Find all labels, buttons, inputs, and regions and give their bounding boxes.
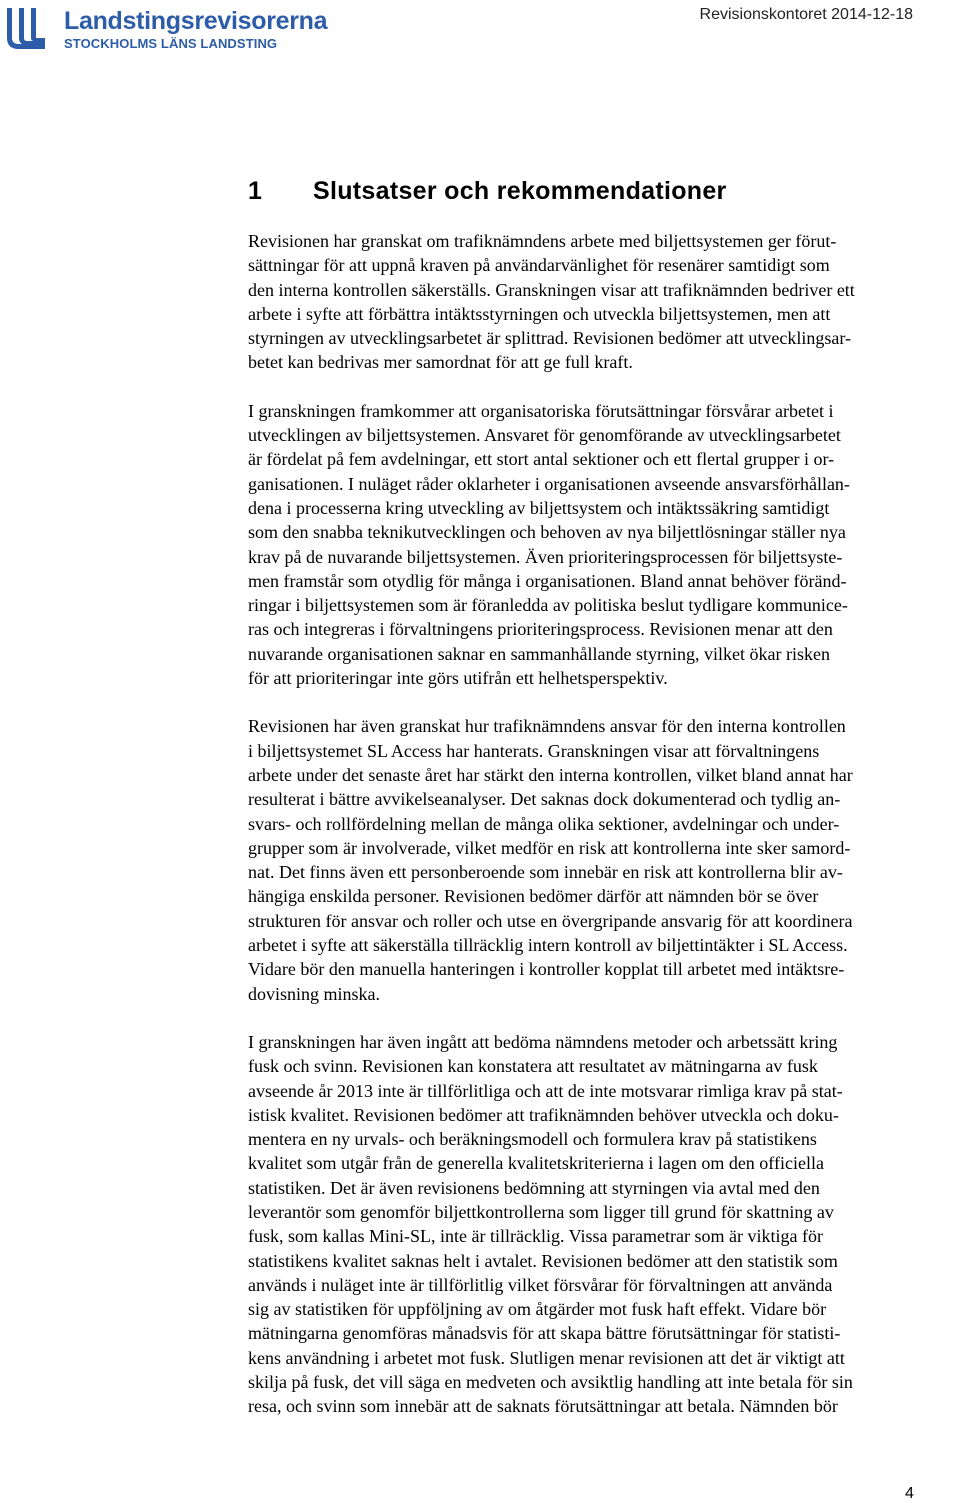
org-subtitle: STOCKHOLMS LÄNS LANDSTING [64, 36, 278, 51]
page-number: 4 [905, 1485, 914, 1502]
document-body [248, 176, 960, 1419]
section-number: 1 [248, 177, 263, 205]
org-name: Landstingsrevisorerna [64, 7, 328, 35]
section-title: Slutsatser och rekommendationer [313, 177, 727, 205]
landstingsrevisorerna-logo-icon [5, 5, 61, 51]
paragraph: Revisionen har även granskat hur trafiknämndens ansvar för den interna kontrollen i biljettsystemet SL Access har hanterats. Granskningen visar att förvaltningens arbete under det senaste året har stärkt den interna kontrollen, vilket bland annat har resulterat i bättre avvikelseanalyser. Det saknas dock dokumenterad och tydlig an- svars- och rollfördelning mellan de många olika sektioner, avdelningar och under- grupper som är involverade, vilket medför en risk att kontrollerna inte sker samord- nat. Det finns även ett personberoende som innebär en risk att kontrollerna blir av- hängiga enskilda personer. Revisionen bedömer därför att nämnden bör se över strukturen för ansvar och roller och utse en övergripande ansvarig för att koordinera arbetet i syfte att säkerställa tillräcklig intern kontroll av biljettintäkter i SL Access. Vidare bör den manuella hanteringen i kontroller kopplat till arbetet med intäktsre- dovisning minska. [248, 716, 853, 1004]
organization-logo [5, 5, 327, 52]
paragraph: I granskningen framkommer att organisatoriska förutsättningar försvårar arbetet i utvecklingen av biljettsystemen. Ansvaret för genomförande av utvecklingsarbetet är fördelat på fem avdelningar, ett stort antal sektioner och ett flertal grupper i or- ganisationen. I nuläget råder oklarheter i organisationen avseende ansvarsförhållan- dena i processerna kring utveckling av biljettsystem och intäktssäkring samtidigt som den snabba teknikutvecklingen och behoven av nya biljettlösningar ställer nya krav på de nuvarande biljettsystemen. Även prioriteringsprocessen för biljettsyste- men framstår som otydlig för många i organisationen. Bland annat behöver föränd- ringar i biljettsystemen som är föranledda av politiska beslut tydligare kommunice- ras och integreras i förvaltningens prioriteringsprocess. Revisionen menar att den nuvarande organisationen saknar en sammanhållande styrning, vilket ökar risken för att prioriteringar inte görs utifrån ett helhetsperspektiv. [248, 400, 850, 689]
header-office-date: Revisionskontoret 2014-12-18 [699, 6, 913, 23]
paragraph: I granskningen har även ingått att bedöma nämndens metoder och arbetssätt kring fusk och svinn. Revisionen kan konstatera att resultatet av mätningarna av fusk avseende år 2013 inte är tillförlitliga och att de inte motsvarar rimliga krav på stat- istisk kvalitet. Revisionen bedömer att trafiknämnden behöver utveckla och doku- mentera en ny urvals- och beräkningsmodell och formulera krav på statistikens kvalitet som utgår från de generella kvalitetskriterierna i lagen om den officiella statistiken. Det är även revisionens bedömning att styrningen via avtal med den leverantör som genomför biljettkontrollerna som ligger till grund för skattning av fusk, som kallas Mini-SL, inte är tillräcklig. Vissa parametrar som är viktiga för statistikens kvalitet saknas helt i avtalet. Revisionen bedömer att den statistik som används i nuläget inte är tillförlitlig vilket försvårar för förvaltningen att använda sig av statistiken för uppföljning av om åtgärder mot fusk haft effekt. Vidare bör mätningarna genomföras månadsvis för att skapa bättre förutsättningar för statisti- kens användning i arbetet mot fusk. Slutligen menar revisionen att det är viktigt att skilja på fusk, det vill säga en medveten och avsiktlig handling att inte betala för sin resa, och svinn som innebär att de saknats förutsättningar att betala. Nämnden bör [248, 1031, 853, 1417]
page-header [0, 0, 960, 60]
section-heading [248, 176, 960, 206]
paragraph: Revisionen har granskat om trafiknämndens arbete med biljettsystemen ger förut- sättningar för att uppnå kraven på användarvänlighet för resenärer samtidigt som den interna kontrollen säkerställs. Granskningen visar att trafiknämnden bedriver ett arbete i syfte att förbättra intäktsstyrningen och utveckla biljettsystemen, men att styrningen av utvecklingsarbetet är splittrad. Revisionen bedömer att utvecklingsar- betet kan bedrivas mer samordnat för att ge full kraft. [248, 231, 855, 373]
